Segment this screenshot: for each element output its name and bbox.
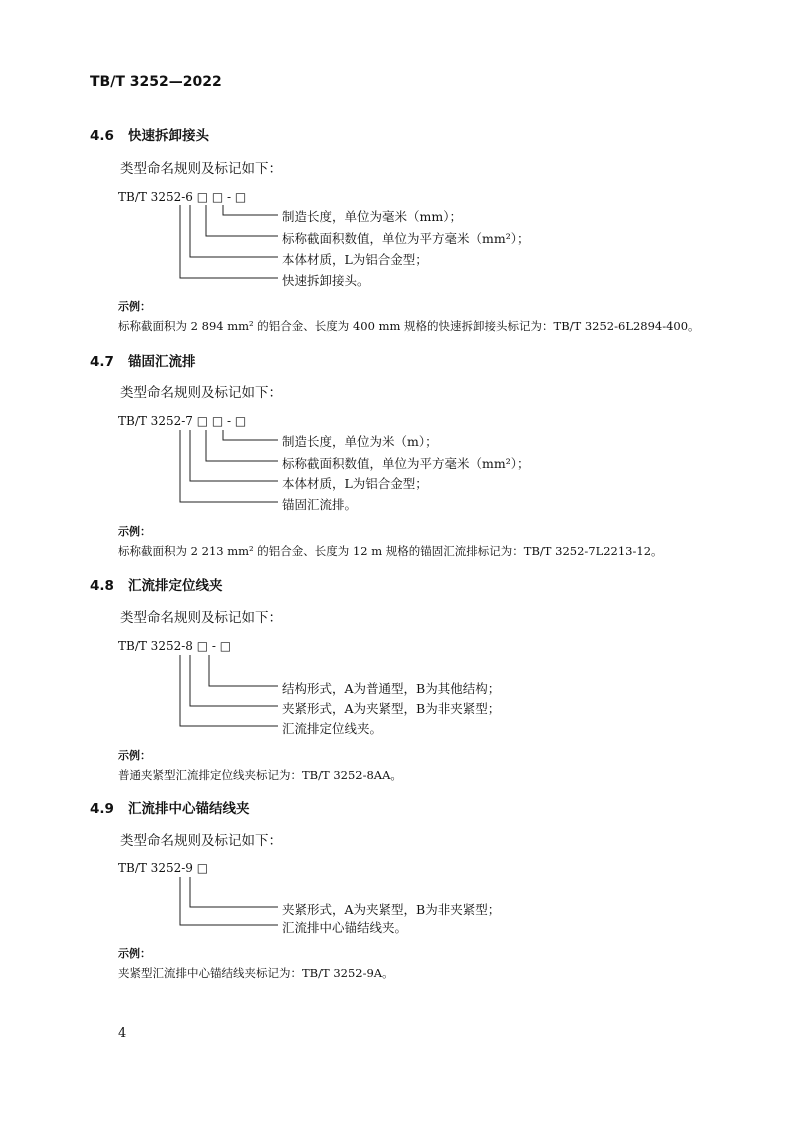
example-text: 普通夹紧型汇流排定位线夹标记为：TB/T 3252-8AA。 xyxy=(118,768,402,782)
bracket-line xyxy=(206,430,278,461)
bracket-line xyxy=(190,430,278,481)
rule-item: 夹紧形式，A为夹紧型，B为非夹紧型； xyxy=(282,902,501,917)
bracket-line xyxy=(209,655,278,686)
section-number: 4.6 xyxy=(90,128,114,144)
type-code-pattern: TB/T 3252-6 □ □ - □ xyxy=(118,190,247,204)
rule-item: 本体材质，L为铝合金型； xyxy=(282,476,428,491)
bracket-line xyxy=(180,655,278,726)
section-intro: 类型命名规则及标记如下： xyxy=(120,833,282,849)
rule-item: 锚固汇流排。 xyxy=(282,497,358,512)
section-title: 快速拆卸接头 xyxy=(128,128,210,144)
rule-item: 快速拆卸接头。 xyxy=(282,273,370,288)
rule-item: 汇流排中心锚结线夹。 xyxy=(282,920,408,935)
rule-item: 本体材质，L为铝合金型； xyxy=(282,252,428,267)
section-intro: 类型命名规则及标记如下： xyxy=(120,385,282,401)
bracket-line xyxy=(180,430,278,502)
document-id-header: TB/T 3252—2022 xyxy=(90,74,222,90)
rule-item: 结构形式，A为普通型，B为其他结构； xyxy=(282,681,501,696)
rule-item: 制造长度，单位为毫米（mm）； xyxy=(282,209,462,224)
type-code-pattern: TB/T 3252-9 □ xyxy=(118,861,209,875)
bracket-line xyxy=(190,655,278,706)
example-text: 标称截面积为 2 213 mm² 的铝合金、长度为 12 m 规格的锚固汇流排标记为：TB/T 3252-7L2213-12。 xyxy=(118,544,663,558)
section-number: 4.8 xyxy=(90,578,114,594)
example-label: 示例： xyxy=(118,525,151,538)
bracket-line xyxy=(223,430,278,440)
bracket-line xyxy=(190,205,278,257)
section-title: 汇流排定位线夹 xyxy=(128,578,223,594)
example-text: 标称截面积为 2 894 mm² 的铝合金、长度为 400 mm 规格的快速拆卸接头标记为：TB/T 3252-6L2894-400。 xyxy=(118,319,700,333)
type-code-pattern: TB/T 3252-8 □ - □ xyxy=(118,639,232,653)
bracket-line xyxy=(223,205,278,215)
bracket-line xyxy=(206,205,278,236)
bracket-line xyxy=(180,205,278,278)
section-title: 锚固汇流排 xyxy=(128,354,196,370)
rule-item: 汇流排定位线夹。 xyxy=(282,721,383,736)
rule-item: 夹紧形式，A为夹紧型，B为非夹紧型； xyxy=(282,701,501,716)
rule-item: 标称截面积数值，单位为平方毫米（mm²）； xyxy=(282,456,530,471)
rule-item: 制造长度，单位为米（m）； xyxy=(282,434,438,449)
bracket-line xyxy=(190,877,278,907)
bracket-line xyxy=(180,877,278,925)
section-number: 4.7 xyxy=(90,354,114,370)
example-text: 夹紧型汇流排中心锚结线夹标记为：TB/T 3252-9A。 xyxy=(118,966,394,980)
section-number: 4.9 xyxy=(90,801,114,817)
example-label: 示例： xyxy=(118,749,151,762)
section-intro: 类型命名规则及标记如下： xyxy=(120,161,282,177)
section-intro: 类型命名规则及标记如下： xyxy=(120,610,282,626)
rule-item: 标称截面积数值，单位为平方毫米（mm²）； xyxy=(282,231,530,246)
example-label: 示例： xyxy=(118,300,151,313)
example-label: 示例： xyxy=(118,947,151,960)
page-number: 4 xyxy=(118,1026,127,1041)
section-title: 汇流排中心锚结线夹 xyxy=(128,801,250,817)
type-code-pattern: TB/T 3252-7 □ □ - □ xyxy=(118,414,247,428)
